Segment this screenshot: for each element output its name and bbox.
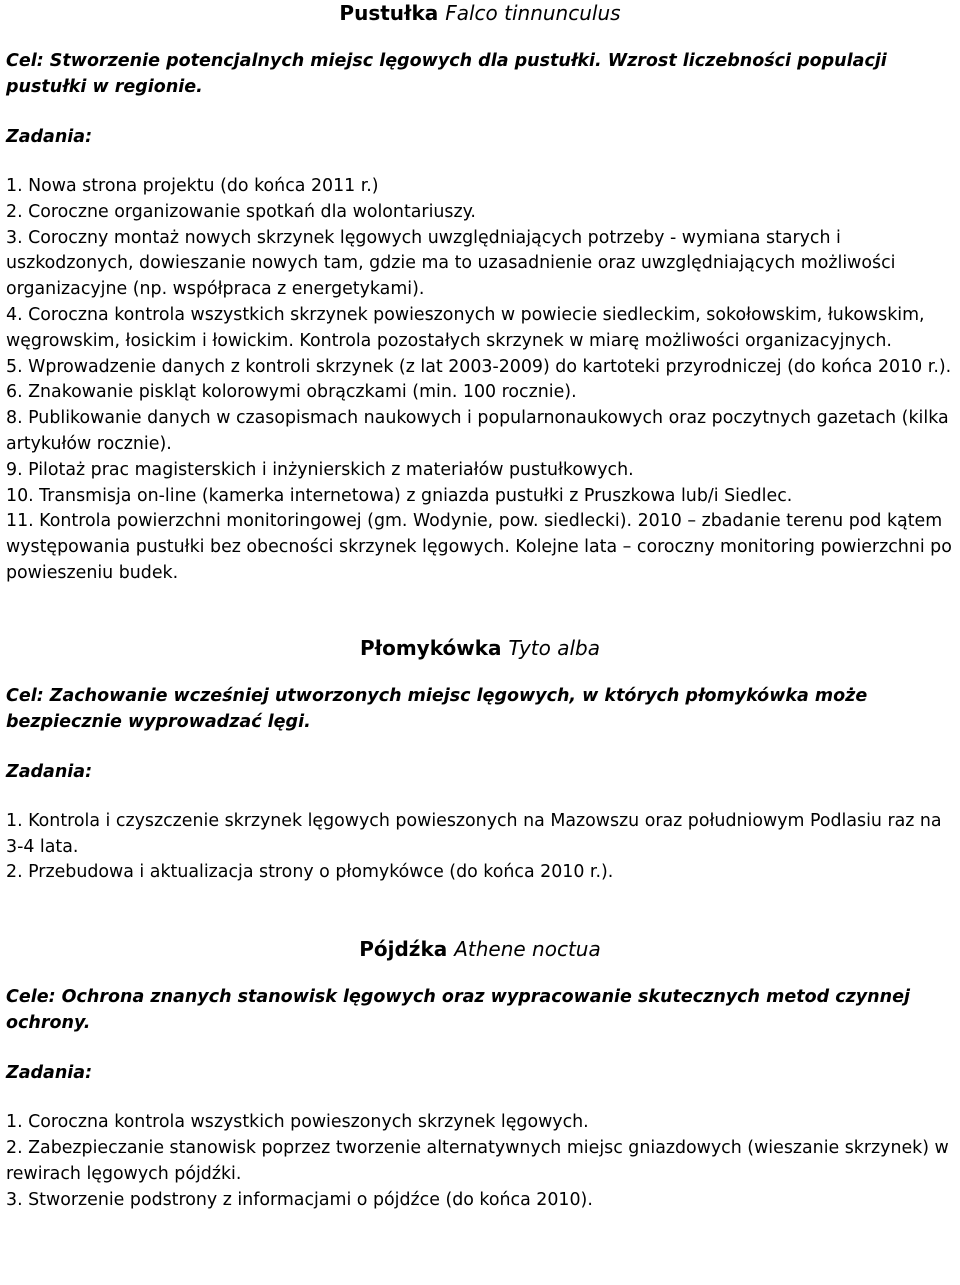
task-item: 9. Pilotaż prac magisterskich i inżynierskich z materiałów pustułkowych. — [6, 459, 634, 480]
task-item: 8. Publikowanie danych w czasopismach naukowych i popularnonaukowych oraz poczytnych gazetach (kilka artykułów rocznie). — [6, 408, 949, 454]
section-title — [6, 0, 954, 26]
common-name: Pustułka — [339, 1, 439, 25]
task-list — [6, 1110, 954, 1213]
section-plomykowka — [6, 635, 954, 886]
task-item: 11. Kontrola powierzchni monitoringowej (gm. Wodynie, pow. siedlecki). 2010 – zbadanie terenu pod kątem występowania pustułki bez obecności skrzynek lęgowych. Kolejne lata – coroczny monitoring powierzchni po powieszeniu budek. — [6, 511, 952, 583]
section-title — [6, 635, 954, 661]
latin-name: Falco tinnunculus — [445, 1, 621, 25]
section-pustulka — [6, 0, 954, 587]
latin-name: Athene noctua — [454, 937, 601, 962]
task-item: 2. Coroczne organizowanie spotkań dla wolontariuszy. — [6, 201, 476, 222]
task-item: 10. Transmisja on-line (kamerka internetowa) z gniazda pustułki z Pruszkowa lub/i Siedlec. — [6, 485, 793, 506]
common-name: Płomykówka — [360, 635, 502, 660]
task-item: 1. Kontrola i czyszczenie skrzynek lęgowych powieszonych na Mazowszu oraz południowym Podlasiu raz na 3-4 lata. — [6, 810, 942, 857]
common-name: Pójdźka — [359, 937, 448, 962]
task-item: 3. Stworzenie podstrony z informacjami o pójdźce (do końca 2010). — [6, 1189, 593, 1210]
task-item: 5. Wprowadzenie danych z kontroli skrzynek (z lat 2003-2009) do kartoteki przyrodniczej (do końca 2010 r.). — [6, 356, 952, 377]
latin-name: Tyto alba — [508, 635, 600, 660]
task-list — [6, 809, 954, 886]
goal-text: Cele: Ochrona znanych stanowisk lęgowych oraz wypracowanie skutecznych metod czynnej ochrony. — [6, 987, 910, 1034]
goal-text: Cel: Zachowanie wcześniej utworzonych miejsc lęgowych, w których płomykówka może bezpiecznie wyprowadzać lęgi. — [6, 685, 868, 732]
goal-text: Cel: Stworzenie potencjalnych miejsc lęgowych dla pustułki. Wzrost liczebności populacji pustułki w regionie. — [6, 51, 887, 97]
task-item: 6. Znakowanie piskląt kolorowymi obrączkami (min. 100 rocznie). — [6, 382, 577, 403]
task-item: 1. Coroczna kontrola wszystkich powieszonych skrzynek lęgowych. — [6, 1112, 589, 1133]
task-item: 2. Przebudowa i aktualizacja strony o płomykówce (do końca 2010 r.). — [6, 862, 614, 883]
task-item: 1. Nowa strona projektu (do końca 2011 r.) — [6, 176, 379, 196]
task-item: 4. Coroczna kontrola wszystkich skrzynek powieszonych w powiecie siedleckim, sokołowskim, łukowskim, węgrowskim, łosickim i łowickim. Kontrola pozostałych skrzynek w miarę możliwości organizacyjnych. — [6, 304, 925, 351]
section-pojdzka — [6, 936, 954, 1213]
tasks-heading: Zadania: — [6, 761, 93, 782]
tasks-heading: Zadania: — [6, 127, 93, 147]
task-item: 3. Coroczny montaż nowych skrzynek lęgowych uwzględniających potrzeby - wymiana starych i uszkodzonych, dowieszanie nowych tam, gdzie ma to uzasadnienie oraz uwzględniających możliwości organizacyjne (np. współpraca z energetykami). — [6, 227, 896, 300]
section-title — [6, 936, 954, 962]
task-list — [6, 174, 954, 587]
task-item: 2. Zabezpieczanie stanowisk poprzez tworzenie alternatywnych miejsc gniazdowych (wieszanie skrzynek) w rewirach lęgowych pójdźki. — [6, 1137, 949, 1184]
tasks-heading: Zadania: — [6, 1063, 93, 1084]
